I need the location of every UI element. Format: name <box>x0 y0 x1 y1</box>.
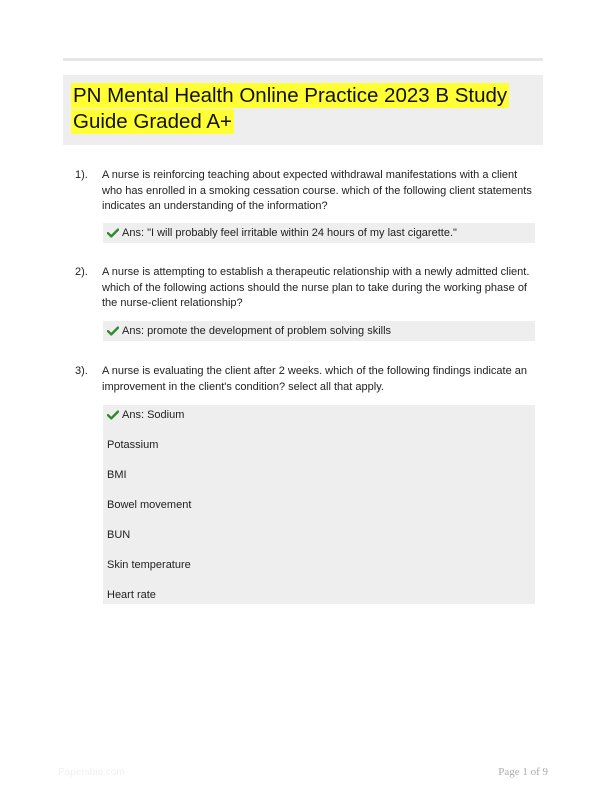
option-item: Heart rate <box>107 589 156 601</box>
answer-line <box>103 405 535 425</box>
question-number: 3). <box>75 365 88 377</box>
top-divider <box>63 58 543 61</box>
option-item: BMI <box>107 469 127 481</box>
check-icon <box>107 326 119 336</box>
title-box <box>63 75 543 145</box>
answer-box-1 <box>103 223 535 243</box>
answer-text: Ans: promote the development of problem solving skills <box>122 325 392 337</box>
check-icon <box>107 228 119 238</box>
page-number: Page 1 of 9 <box>498 766 548 778</box>
page-title-text: PN Mental Health Online Practice 2023 B Study Guide Graded A+ <box>73 84 508 133</box>
question-text: A nurse is reinforcing teaching about expected withdrawal manifestations with a client who has enrolled in a smoking cessation course. which of the following client statements indicates an understanding of the information? <box>102 169 532 212</box>
answer-text: Ans: Sodium <box>122 409 185 421</box>
question-2 <box>75 265 540 313</box>
question-number: 1). <box>75 169 88 181</box>
answer-text: Ans: "I will probably feel irritable within 24 hours of my last cigarette." <box>122 227 457 239</box>
option-item: Skin temperature <box>107 559 191 571</box>
page-title <box>71 83 535 135</box>
question-text: A nurse is evaluating the client after 2 weeks. which of the following findings indicate an improvement in the client's condition? select all that apply. <box>102 365 527 393</box>
option-item: BUN <box>107 529 131 541</box>
question-number: 2). <box>75 266 88 278</box>
question-text: A nurse is attempting to establish a therapeutic relationship with a newly admitted client. which of the following actions should the nurse plan to take during the working phase of the nurse-client relationship? <box>102 266 530 309</box>
check-icon <box>107 410 119 420</box>
answer-box-2 <box>103 321 535 341</box>
option-item: Potassium <box>107 439 159 451</box>
question-3 <box>75 364 540 396</box>
option-item: Bowel movement <box>107 499 192 511</box>
answer-line <box>103 321 535 341</box>
question-1 <box>75 168 540 216</box>
answer-box-3 <box>103 405 535 604</box>
answer-line <box>103 223 535 243</box>
watermark: Papersbio.com <box>58 767 125 778</box>
